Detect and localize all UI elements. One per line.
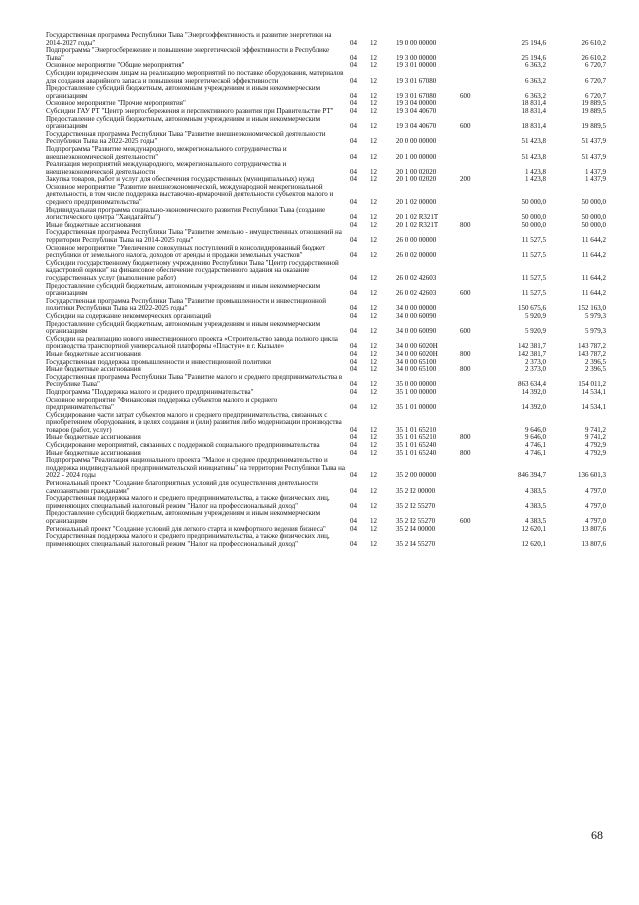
row-amount-year-2: 152 163,0 <box>578 304 606 313</box>
row-section: 04 <box>350 106 357 115</box>
row-name: Иные бюджетные ассигнования <box>46 220 141 229</box>
table-row <box>46 207 606 222</box>
row-amount-year-2: 1 437,9 <box>585 167 606 176</box>
row-target-article: 19 3 04 00000 <box>396 99 437 108</box>
row-name: Предоставление субсидий бюджетным, автономным учреждениям и иным некоммерческим организациям <box>46 281 321 298</box>
row-subsection: 12 <box>370 274 377 282</box>
row-name: Региональный проект "Создание благоприятных условий для осуществления деятельности самозанятыми гражданами" <box>46 479 319 495</box>
row-section: 04 <box>350 167 357 176</box>
row-amount-year-1: 4 383,5 <box>525 517 546 525</box>
row-subsection: 12 <box>370 236 377 245</box>
row-section: 04 <box>350 137 357 146</box>
row-amount-year-2: 154 011,2 <box>578 380 606 389</box>
row-target-article: 34 0 00 6020H <box>396 349 438 358</box>
row-target-article: 35 1 01 65240 <box>396 448 437 457</box>
row-amount-year-1: 4 383,5 <box>525 501 546 510</box>
row-target-article: 34 0 00 00000 <box>396 304 437 313</box>
row-amount-year-2: 50 000,0 <box>581 198 606 207</box>
table-row <box>46 116 606 131</box>
row-expense-type: 200 <box>460 175 471 184</box>
row-name: Иные бюджетные ассигнования <box>46 349 141 358</box>
row-section: 04 <box>350 342 357 351</box>
row-subsection: 12 <box>370 175 377 184</box>
row-name: Основное мероприятие "Прочие мероприятия" <box>46 99 186 108</box>
row-amount-year-1: 4 746,1 <box>525 448 546 457</box>
row-name: Предоставление субсидий бюджетным, автономным учреждениям и иным некоммерческим организациям <box>46 84 321 100</box>
row-name: Предоставление субсидий бюджетным, автономным учреждениям и иным некоммерческим организациям <box>46 319 321 336</box>
row-target-article: 20 1 02 R321T <box>396 220 439 229</box>
row-section: 04 <box>350 433 357 442</box>
row-subsection: 12 <box>370 441 377 450</box>
row-section: 04 <box>350 175 357 184</box>
row-amount-year-2: 14 534,1 <box>581 387 606 396</box>
row-target-article: 19 3 01 00000 <box>396 61 437 70</box>
row-amount-year-1: 11 527,5 <box>521 289 546 298</box>
row-target-article: 20 1 02 00000 <box>396 198 437 207</box>
row-amount-year-2: 143 787,2 <box>578 349 606 358</box>
row-amount-year-2: 14 534,1 <box>581 403 606 412</box>
row-target-article: 26 0 02 42603 <box>396 274 437 282</box>
row-name: Основное мероприятие "Финансовая поддержка субъектов малого и среднего предпринимательства" <box>46 395 278 412</box>
row-amount-year-2: 1 437,9 <box>585 175 606 184</box>
table-row <box>46 336 606 351</box>
row-amount-year-2: 9 741,2 <box>585 425 606 434</box>
row-subsection: 12 <box>370 91 377 100</box>
row-subsection: 12 <box>370 365 377 374</box>
row-amount-year-2: 19 889,5 <box>581 122 606 131</box>
row-target-article: 34 0 00 60090 <box>396 327 437 336</box>
row-amount-year-1: 1 423,8 <box>525 175 546 184</box>
table-row <box>46 85 606 100</box>
row-amount-year-1: 1 423,8 <box>525 167 546 176</box>
row-name: Закупка товаров, работ и услуг для обеспечения государственных (муниципальных) нужд <box>46 175 315 184</box>
row-section: 04 <box>350 517 357 525</box>
row-name: Предоставление субсидий бюджетным, автономным учреждениям и иным некоммерческим организациям <box>46 509 321 525</box>
row-expense-type: 800 <box>460 365 471 374</box>
row-expense-type: 600 <box>460 289 471 298</box>
row-amount-year-1: 50 000,0 <box>521 213 546 222</box>
row-amount-year-2: 2 396,5 <box>585 365 606 374</box>
row-name: Государственная программа Республики Тыва "Развитие внешнеэкономической деятельности Республики Тыва на 2022-2025 годы" <box>46 129 326 146</box>
row-target-article: 35 2 00 00000 <box>396 471 437 480</box>
row-name: Государственная поддержка малого и среднего предпринимательства, а также физических лиц, применяющих специальный налоговый режим "Налог на профессиональный доход" <box>46 532 330 548</box>
row-target-article: 35 2 I2 55270 <box>396 501 436 510</box>
row-target-article: 20 0 00 00000 <box>396 137 437 146</box>
row-amount-year-1: 51 423,8 <box>521 137 546 146</box>
table-row <box>46 283 606 298</box>
row-amount-year-2: 4 797,0 <box>585 501 606 510</box>
row-amount-year-2: 11 644,2 <box>581 274 606 282</box>
row-amount-year-2: 11 644,2 <box>581 251 606 260</box>
row-section: 04 <box>350 289 357 298</box>
row-target-article: 19 3 04 40670 <box>396 106 437 115</box>
row-name: Субсидирование мероприятий, связанных с поддержкой социального предпринимательства <box>46 441 320 450</box>
row-name: Основное мероприятие "Развитие внешнеэкономической, международной межрегиональной деятельности, в том числе поддержка выставочно-ярмарочной деятельности субъектов малого и среднего предпринимательства" <box>46 182 334 207</box>
row-amount-year-2: 6 720,7 <box>585 91 606 100</box>
row-target-article: 35 2 I2 55270 <box>396 517 436 525</box>
row-amount-year-1: 14 392,0 <box>521 387 546 396</box>
row-amount-year-2: 19 889,5 <box>581 99 606 108</box>
table-row <box>46 495 606 510</box>
row-section: 04 <box>350 53 357 62</box>
row-target-article: 26 0 02 42603 <box>396 289 437 298</box>
row-subsection: 12 <box>370 289 377 298</box>
row-target-article: 35 0 00 00000 <box>396 380 437 389</box>
row-amount-year-2: 6 720,7 <box>585 61 606 70</box>
row-amount-year-2: 4 792,9 <box>585 448 606 457</box>
row-amount-year-1: 4 746,1 <box>525 441 546 450</box>
row-section: 04 <box>350 441 357 450</box>
row-amount-year-1: 150 675,6 <box>518 304 546 313</box>
row-subsection: 12 <box>370 486 377 495</box>
row-subsection: 12 <box>370 342 377 351</box>
row-amount-year-1: 5 920,9 <box>525 311 546 320</box>
row-subsection: 12 <box>370 311 377 320</box>
table-row <box>46 260 606 283</box>
row-section: 04 <box>350 357 357 366</box>
row-section: 04 <box>350 236 357 245</box>
row-subsection: 12 <box>370 524 377 533</box>
row-name: Субсидии на реализацию нового инвестиционного проекта «Строительство завода полного цикла производства транспортной универсальной платформы «Пластун» в г. Кызыле» <box>46 334 338 351</box>
row-amount-year-2: 50 000,0 <box>581 213 606 222</box>
row-amount-year-1: 18 831,4 <box>521 122 546 131</box>
row-section: 04 <box>350 486 357 495</box>
table-row <box>46 533 606 548</box>
row-name: Государственная поддержка малого и среднего предпринимательства, а также физических лиц, применяющих специальный налоговый режим "Налог на профессиональный доход" <box>46 494 330 510</box>
row-subsection: 12 <box>370 425 377 434</box>
row-name: Подпрограмма "Реализация национального проекта "Малое и среднее предпринимательство и поддержка индивидуальной предпринимательской инициативы" на территории Республики Тыва на 2022 - 2024 годы <box>46 456 346 480</box>
row-amount-year-2: 4 792,9 <box>585 441 606 450</box>
table-row <box>46 245 606 260</box>
row-name: Подпрограмма "Поддержка малого и среднего предпринимательства" <box>46 387 254 396</box>
row-section: 04 <box>350 251 357 260</box>
row-subsection: 12 <box>370 167 377 176</box>
table-row <box>46 161 606 176</box>
row-subsection: 12 <box>370 403 377 412</box>
row-subsection: 12 <box>370 471 377 480</box>
row-subsection: 12 <box>370 61 377 70</box>
row-section: 04 <box>350 380 357 389</box>
table-row <box>46 397 606 412</box>
row-section: 04 <box>350 425 357 434</box>
row-expense-type: 600 <box>460 91 471 100</box>
row-amount-year-1: 50 000,0 <box>521 220 546 229</box>
row-expense-type: 800 <box>460 433 471 442</box>
row-section: 04 <box>350 122 357 131</box>
row-target-article: 19 3 04 40670 <box>396 122 437 131</box>
row-subsection: 12 <box>370 380 377 389</box>
row-target-article: 20 1 00 00000 <box>396 152 437 161</box>
row-amount-year-2: 50 000,0 <box>581 220 606 229</box>
row-subsection: 12 <box>370 387 377 396</box>
row-amount-year-1: 18 831,4 <box>521 99 546 108</box>
row-target-article: 35 1 01 00000 <box>396 403 437 412</box>
row-target-article: 19 3 00 00000 <box>396 53 437 62</box>
row-target-article: 35 2 I4 55270 <box>396 539 436 548</box>
row-subsection: 12 <box>370 517 377 525</box>
row-amount-year-1: 9 646,0 <box>525 425 546 434</box>
row-amount-year-2: 13 807,6 <box>581 524 606 533</box>
row-section: 04 <box>350 152 357 161</box>
row-amount-year-1: 11 527,5 <box>521 236 546 245</box>
row-target-article: 19 3 01 67080 <box>396 76 437 85</box>
row-section: 04 <box>350 38 357 47</box>
row-amount-year-1: 6 363,2 <box>525 76 546 85</box>
row-subsection: 12 <box>370 76 377 85</box>
row-section: 04 <box>350 198 357 207</box>
row-name: Субсидии ГАУ РТ "Центр энергосбережения и перспективного развития при Правительстве РТ" <box>46 106 334 115</box>
table-row <box>46 184 606 207</box>
row-expense-type: 600 <box>460 122 471 131</box>
row-section: 04 <box>350 304 357 313</box>
row-section: 04 <box>350 387 357 396</box>
row-subsection: 12 <box>370 501 377 510</box>
table-row <box>46 229 606 244</box>
row-amount-year-2: 5 979,3 <box>585 327 606 336</box>
row-target-article: 35 1 01 65210 <box>396 425 437 434</box>
row-amount-year-2: 11 644,2 <box>581 236 606 245</box>
row-section: 04 <box>350 365 357 374</box>
row-name: Основное мероприятие "Увеличение совокупных поступлений в консолидированный бюджет республики от земельного налога, доходов от аренды и продажи земельных участков" <box>46 243 326 260</box>
row-subsection: 12 <box>370 327 377 336</box>
row-subsection: 12 <box>370 99 377 108</box>
row-amount-year-2: 2 396,5 <box>585 357 606 366</box>
row-section: 04 <box>350 220 357 229</box>
row-target-article: 35 1 01 65210 <box>396 433 437 442</box>
table-row <box>46 457 606 480</box>
row-amount-year-1: 25 194,6 <box>521 53 546 62</box>
table-row <box>46 131 606 146</box>
row-name: Предоставление субсидий бюджетным, автономным учреждениям и иным некоммерческим организациям <box>46 114 321 131</box>
row-name: Подпрограмма "Развитие международного, межрегионального сотрудничества и внешнеэкономической деятельности" <box>46 144 287 161</box>
row-subsection: 12 <box>370 122 377 131</box>
row-subsection: 12 <box>370 106 377 115</box>
row-amount-year-1: 12 620,1 <box>521 524 546 533</box>
row-amount-year-2: 11 644,2 <box>581 289 606 298</box>
row-target-article: 34 0 00 60090 <box>396 311 437 320</box>
row-amount-year-1: 863 634,4 <box>518 380 546 389</box>
row-section: 04 <box>350 539 357 548</box>
row-section: 04 <box>350 501 357 510</box>
row-target-article: 26 0 00 00000 <box>396 236 437 245</box>
row-name: Государственная программа Республики Тыва "Энергоэффективность и развитие энергетики на 2014-2027 годы" <box>46 31 332 47</box>
row-target-article: 20 1 00 02020 <box>396 175 437 184</box>
row-subsection: 12 <box>370 251 377 260</box>
table-row <box>46 412 606 435</box>
table-row <box>46 298 606 313</box>
row-subsection: 12 <box>370 304 377 313</box>
row-target-article: 20 1 02 R321T <box>396 213 439 222</box>
row-amount-year-2: 9 741,2 <box>585 433 606 442</box>
row-section: 04 <box>350 274 357 282</box>
row-target-article: 19 3 01 67080 <box>396 91 437 100</box>
row-amount-year-1: 18 831,4 <box>521 106 546 115</box>
table-row <box>46 47 606 62</box>
row-name: Государственная программа Республики Тыва "Развитие малого и среднего предпринимательства в Республике Тыва" <box>46 372 343 389</box>
row-amount-year-2: 26 610,2 <box>581 38 606 47</box>
row-amount-year-1: 50 000,0 <box>521 198 546 207</box>
row-amount-year-1: 6 363,2 <box>525 61 546 70</box>
row-amount-year-2: 13 807,6 <box>581 539 606 548</box>
row-name: Субсидии на содержание некоммерческих организаций <box>46 311 212 320</box>
row-amount-year-2: 136 601,3 <box>578 471 606 480</box>
row-amount-year-2: 143 787,2 <box>578 342 606 351</box>
row-target-article: 26 0 02 00000 <box>396 251 437 260</box>
row-amount-year-1: 142 381,7 <box>518 342 546 351</box>
row-amount-year-1: 5 920,9 <box>525 327 546 336</box>
row-amount-year-1: 2 373,0 <box>525 365 546 374</box>
row-section: 04 <box>350 403 357 412</box>
row-subsection: 12 <box>370 38 377 47</box>
row-amount-year-1: 846 394,7 <box>518 471 546 480</box>
row-section: 04 <box>350 524 357 533</box>
table-row <box>46 374 606 389</box>
row-section: 04 <box>350 327 357 336</box>
row-section: 04 <box>350 349 357 358</box>
row-target-article: 35 1 01 65240 <box>396 441 437 450</box>
row-section: 04 <box>350 213 357 222</box>
row-name: Региональный проект "Создание условий для легкого старта и комфортного ведения бизнеса" <box>46 524 326 533</box>
row-name: Государственная поддержка промышленности и инвестиционной политики <box>46 357 272 366</box>
row-section: 04 <box>350 76 357 85</box>
row-expense-type: 600 <box>460 327 471 336</box>
row-section: 04 <box>350 61 357 70</box>
row-amount-year-2: 51 437,9 <box>581 152 606 161</box>
row-name: Основное мероприятие "Общие мероприятия" <box>46 61 185 70</box>
row-name: Реализация мероприятий международного, межрегионального сотрудничества и внешнеэкономической деятельности <box>46 160 287 176</box>
row-subsection: 12 <box>370 213 377 222</box>
row-amount-year-2: 26 610,2 <box>581 53 606 62</box>
row-subsection: 12 <box>370 433 377 442</box>
row-subsection: 12 <box>370 357 377 366</box>
row-amount-year-2: 51 437,9 <box>581 137 606 146</box>
table-row <box>46 146 606 161</box>
row-name: Иные бюджетные ассигнования <box>46 365 141 374</box>
row-target-article: 35 1 00 00000 <box>396 387 437 396</box>
row-amount-year-1: 2 373,0 <box>525 357 546 366</box>
row-name: Субсидирование части затрат субъектов малого и среднего предпринимательства, связанных с приобретением оборудования, в целях создания и (или) развития либо модернизации производства товаров (работ, услуг) <box>46 410 342 434</box>
row-name: Иные бюджетные ассигнования <box>46 433 141 442</box>
row-subsection: 12 <box>370 198 377 207</box>
row-subsection: 12 <box>370 152 377 161</box>
table-row <box>46 321 606 336</box>
table-row <box>46 510 606 525</box>
row-amount-year-1: 14 392,0 <box>521 403 546 412</box>
row-name: Государственная программа Республики Тыва "Развитие земельно - имущественных отношений на территории Республики Тыва на 2014-2025 годы" <box>46 228 342 245</box>
row-amount-year-2: 6 720,7 <box>585 76 606 85</box>
row-name: Государственная программа Республики Тыва "Развитие промышленности и инвестиционной политики Республики Тыва на 2022-2025 годы" <box>46 296 326 313</box>
row-expense-type: 800 <box>460 448 471 457</box>
page-number: 68 <box>591 828 603 842</box>
row-subsection: 12 <box>370 53 377 62</box>
row-section: 04 <box>350 99 357 108</box>
table-row <box>46 32 606 47</box>
table-row <box>46 480 606 495</box>
row-amount-year-1: 11 527,5 <box>521 274 546 282</box>
row-section: 04 <box>350 471 357 480</box>
row-target-article: 35 2 I2 00000 <box>396 486 436 495</box>
row-amount-year-1: 12 620,1 <box>521 539 546 548</box>
row-section: 04 <box>350 448 357 457</box>
row-section: 04 <box>350 91 357 100</box>
row-target-article: 35 2 I4 00000 <box>396 524 436 533</box>
row-subsection: 12 <box>370 539 377 548</box>
row-target-article: 34 0 00 65100 <box>396 365 437 374</box>
row-name: Иные бюджетные ассигнования <box>46 448 141 457</box>
row-target-article: 20 1 00 02020 <box>396 167 437 176</box>
row-amount-year-1: 6 363,2 <box>525 91 546 100</box>
row-target-article: 34 0 00 65100 <box>396 357 437 366</box>
row-expense-type: 800 <box>460 220 471 229</box>
row-amount-year-1: 51 423,8 <box>521 152 546 161</box>
row-amount-year-2: 4 797,0 <box>585 517 606 525</box>
row-amount-year-1: 9 646,0 <box>525 433 546 442</box>
row-expense-type: 600 <box>460 517 471 525</box>
row-target-article: 34 0 00 6020H <box>396 342 438 351</box>
row-amount-year-2: 4 797,0 <box>585 486 606 495</box>
row-name: Индивидуальная программа социально-экономического развития Республики Тыва (создание логистического центра "Хандагайты") <box>46 205 326 222</box>
row-amount-year-1: 142 381,7 <box>518 349 546 358</box>
row-subsection: 12 <box>370 137 377 146</box>
row-subsection: 12 <box>370 220 377 229</box>
row-target-article: 19 0 00 00000 <box>396 38 437 47</box>
budget-table <box>46 32 606 548</box>
row-amount-year-1: 11 527,5 <box>521 251 546 260</box>
table-row <box>46 70 606 85</box>
row-amount-year-1: 25 194,6 <box>521 38 546 47</box>
row-name: Субсидии государственному бюджетному учреждению Республики Тыва "Центр государственной кадастровой оценки" на финансовое обеспечение государственного задания на оказание государственных услуг (выполнение работ) <box>46 258 339 282</box>
row-expense-type: 800 <box>460 349 471 358</box>
row-amount-year-2: 19 889,5 <box>581 106 606 115</box>
row-subsection: 12 <box>370 448 377 457</box>
row-amount-year-1: 4 383,5 <box>525 486 546 495</box>
row-section: 04 <box>350 311 357 320</box>
row-amount-year-2: 5 979,3 <box>585 311 606 320</box>
row-name: Субсидии юридическим лицам на реализацию мероприятий по поставке оборудования, материалов для создания аварийного запаса и повышения энергетической эффективности <box>46 68 344 85</box>
row-subsection: 12 <box>370 349 377 358</box>
row-name: Подпрограмма "Энергосбережение и повышение энергетической эффективности в Республике Тыва" <box>46 46 330 62</box>
